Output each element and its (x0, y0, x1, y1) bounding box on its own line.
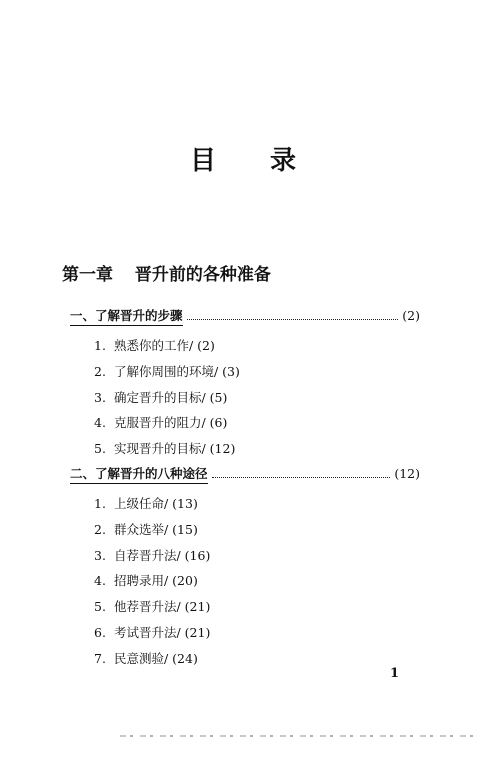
dot-leader (187, 311, 399, 320)
scan-artifact (120, 735, 480, 737)
item-number: 5. (94, 599, 106, 615)
section-label: 一、了解晋升的步骤 (70, 306, 183, 326)
section-label: 二、了解晋升的八种途径 (70, 464, 208, 484)
item-text: 自荐晋升法/ (16) (114, 547, 211, 563)
toc-item[interactable] (94, 336, 240, 362)
toc-item[interactable] (94, 546, 210, 572)
section-page: (12) (394, 466, 420, 481)
item-number: 2. (94, 521, 106, 537)
toc-item[interactable] (94, 623, 210, 649)
chapter-title (62, 260, 271, 285)
toc-item[interactable] (94, 649, 210, 675)
item-text: 确定晋升的目标/ (5) (114, 389, 228, 405)
toc-item[interactable] (94, 571, 210, 597)
toc-section-2[interactable] (70, 464, 420, 484)
item-text: 民意测验/ (24) (114, 650, 198, 666)
item-number: 1. (94, 496, 106, 511)
toc-section-1[interactable] (70, 306, 420, 326)
page-number: 1 (390, 666, 400, 681)
item-text: 上级任命/ (13) (114, 496, 198, 511)
item-text: 招聘录用/ (20) (114, 573, 198, 589)
toc-item[interactable] (94, 388, 240, 414)
toc-item[interactable] (94, 362, 240, 388)
toc-item[interactable] (94, 413, 240, 439)
toc-item[interactable] (94, 520, 210, 546)
item-number: 3. (94, 389, 106, 405)
item-text: 他荐晋升法/ (21) (114, 599, 211, 615)
item-text: 实现晋升的目标/ (12) (114, 441, 236, 457)
item-text: 了解你周围的环境/ (3) (114, 363, 240, 379)
toc-item-list-1 (94, 336, 240, 465)
item-number: 4. (94, 415, 106, 431)
item-number: 6. (94, 624, 106, 640)
toc-item[interactable] (94, 494, 210, 520)
page-title: 目录 (190, 146, 351, 176)
toc-item[interactable] (94, 439, 240, 465)
item-number: 2. (94, 363, 106, 379)
item-text: 熟悉你的工作/ (2) (114, 338, 215, 353)
item-text: 克服晋升的阻力/ (6) (114, 415, 228, 431)
item-number: 3. (94, 547, 106, 563)
item-number: 4. (94, 573, 106, 589)
item-number: 1. (94, 338, 106, 353)
item-text: 群众选举/ (15) (114, 521, 198, 537)
toc-item[interactable] (94, 597, 210, 623)
dot-leader (212, 469, 391, 478)
item-text: 考试晋升法/ (21) (114, 624, 211, 640)
section-page: (2) (402, 308, 420, 323)
item-number: 5. (94, 441, 106, 457)
item-number: 7. (94, 650, 106, 666)
chapter-number: 第一章 (62, 265, 113, 285)
toc-item-list-2 (94, 494, 210, 675)
chapter-name: 晋升前的各种准备 (134, 265, 271, 285)
